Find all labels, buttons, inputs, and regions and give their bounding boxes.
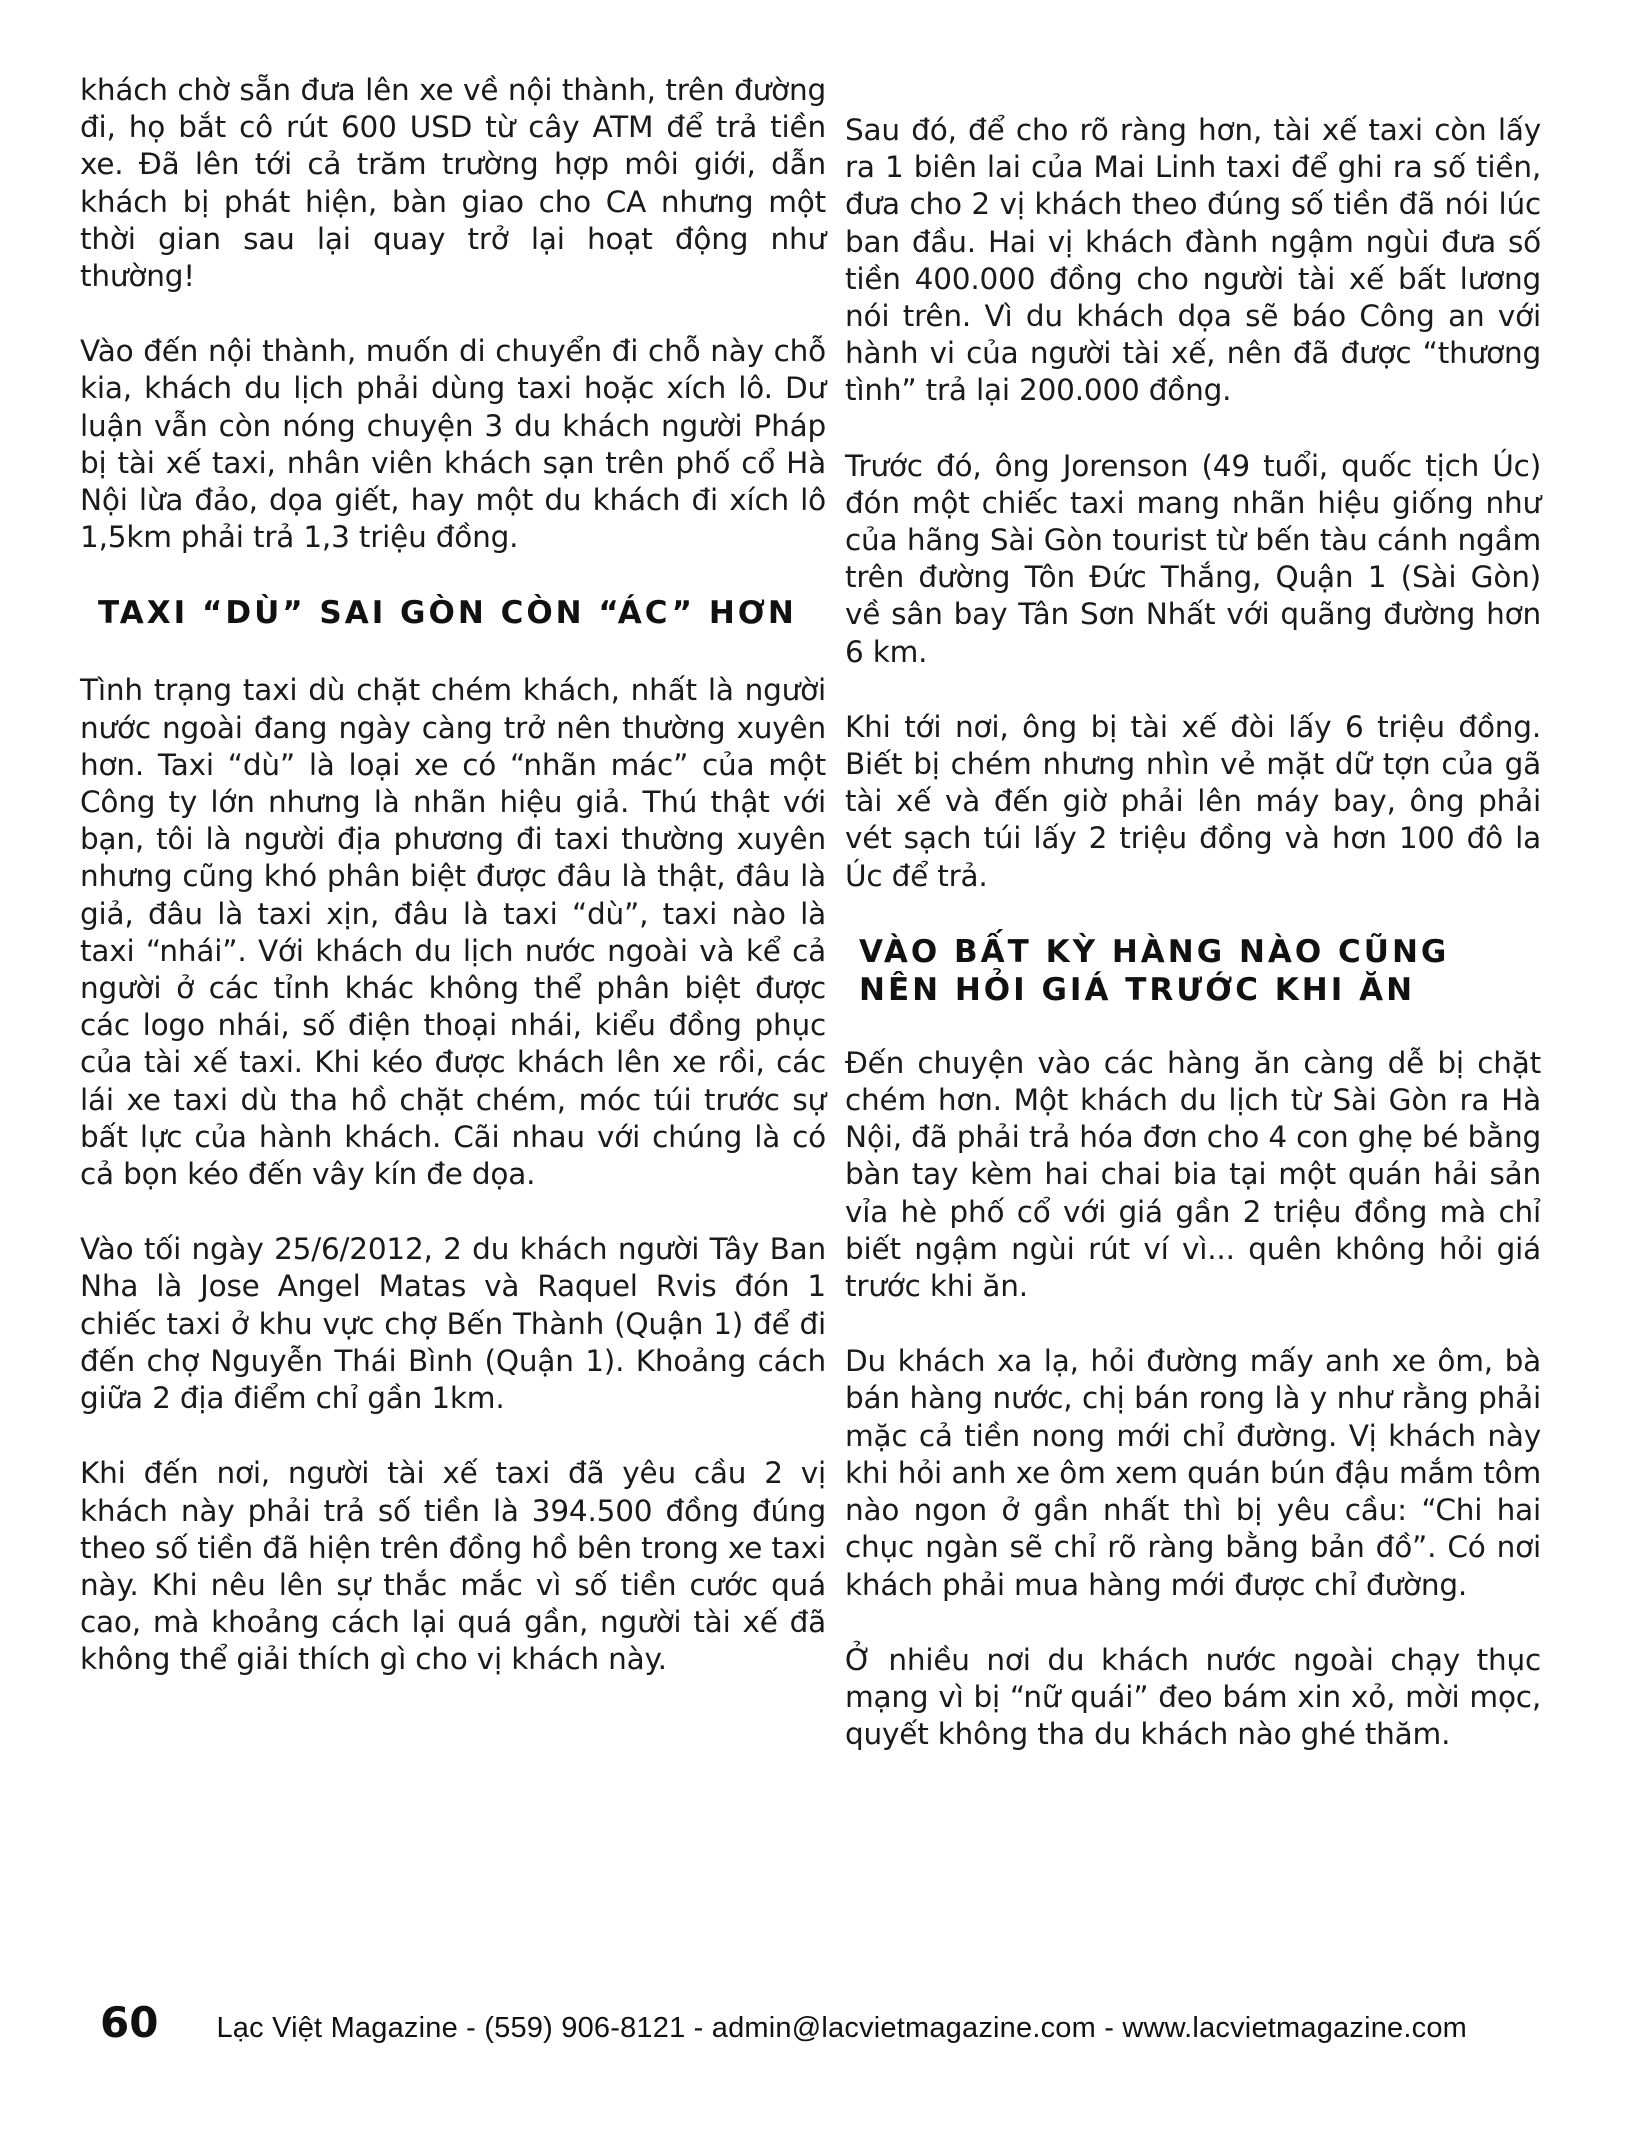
page-footer — [100, 1998, 1580, 2058]
article-paragraph: Đến chuyện vào các hàng ăn càng dễ bị chặt chém hơn. Một khách du lịch từ Sài Gòn ra Hà Nội, đã phải trả hóa đơn cho 4 con ghẹ bé bằng bàn tay kèm hai chai bia tại một quán hải sản vỉa hè phố cổ với giá gần 2 triệu đồng mà chỉ biết ngậm ngùi rút ví vì... quên không hỏi giá trước khi ăn. — [845, 1045, 1541, 1304]
article-paragraph: Khi tới nơi, ông bị tài xế đòi lấy 6 triệu đồng. Biết bị chém nhưng nhìn vẻ mặt dữ tợn của gã tài xế và đến giờ phải lên máy bay, ông phải vét sạch túi lấy 2 triệu đồng và hơn 100 đô la Úc để trả. — [845, 709, 1541, 893]
article-paragraph: Vào đến nội thành, muốn di chuyển đi chỗ này chỗ kia, khách du lịch phải dùng taxi hoặc xích lô. Dư luận vẫn còn nóng chuyện 3 du khách người Pháp bị tài xế taxi, nhân viên khách sạn trên phố cổ Hà Nội lừa đảo, dọa giết, hay một du khách đi xích lô 1,5km phải trả 1,3 triệu đồng. — [80, 334, 826, 555]
article-paragraph: Du khách xa lạ, hỏi đường mấy anh xe ôm, bà bán hàng nước, chị bán rong là y như rằng phải mặc cả tiền nong mới chỉ đường. Vị khách này khi hỏi anh xe ôm xem quán bún đậu mắm tôm nào ngon ở gần nhất thì bị yêu cầu: “Chi hai chục ngàn sẽ chỉ rõ ràng bằng bản đồ”. Có nơi khách phải mua hàng mới được chỉ đường. — [845, 1344, 1541, 1602]
article-paragraph: khách chờ sẵn đưa lên xe về nội thành, trên đường đi, họ bắt cô rút 600 USD từ cây ATM để trả tiền xe. Đã lên tới cả trăm trường hợp môi giới, dẫn khách bị phát hiện, bàn giao cho CA nhưng một thời gian sau lại quay trở lại hoạt động như thường! — [80, 73, 826, 294]
page-number: 60 — [100, 1998, 159, 2047]
article-paragraph: Vào tối ngày 25/6/2012, 2 du khách người Tây Ban Nha là Jose Angel Matas và Raquel Rvis đón 1 chiếc taxi ở khu vực chợ Bến Thành (Quận 1) để đi đến chợ Nguyễn Thái Bình (Quận 1). Khoảng cách giữa 2 địa điểm chỉ gần 1km. — [80, 1232, 826, 1416]
footer-contact-line: Lạc Việt Magazine - (559) 906-8121 - admin@lacvietmagazine.com - www.lacvietmagazine.com — [216, 2012, 1468, 2044]
article-paragraph: Ở nhiều nơi du khách nước ngoài chạy thục mạng vì bị “nữ quái” đeo bám xin xỏ, mời mọc, quyết không tha du khách nào ghé thăm. — [845, 1642, 1541, 1752]
article-paragraph: Khi đến nơi, người tài xế taxi đã yêu cầu 2 vị khách này phải trả số tiền là 394.500 đồng đúng theo số tiền đã hiện trên đồng hồ bên trong xe taxi này. Khi nêu lên sự thắc mắc vì số tiền cước quá cao, mà khoảng cách lại quá gần, người tài xế đã không thể giải thích gì cho vị khách này. — [80, 1456, 826, 1677]
article-paragraph: Tình trạng taxi dù chặt chém khách, nhất là người nước ngoài đang ngày càng trở nên thường xuyên hơn. Taxi “dù” là loại xe có “nhãn mác” của một Công ty lớn nhưng là nhãn hiệu giả. Thú thật với bạn, tôi là người địa phương đi taxi thường xuyên nhưng cũng khó phân biệt được đâu là thật, đâu là giả, đâu là taxi xịn, đâu là taxi “dù”, taxi nào là taxi “nhái”. Với khách du lịch nước ngoài và kể cả người ở các tỉnh khác không thể phân biệt được các logo nhái, số điện thoại nhái, kiểu đồng phục của tài xế taxi. Khi kéo được khách lên xe rồi, các lái xe taxi dù tha hồ chặt chém, móc túi trước sự bất lực của hành khách. Cãi nhau với chúng là có cả bọn kéo đến vây kín đe dọa. — [80, 673, 826, 1192]
article-paragraph: Sau đó, để cho rõ ràng hơn, tài xế taxi còn lấy ra 1 biên lai của Mai Linh taxi để ghi ra số tiền, đưa cho 2 vị khách theo đúng số tiền đã nói lúc ban đầu. Hai vị khách đành ngậm ngùi đưa số tiền 400.000 đồng cho người tài xế bất lương nói trên. Vì du khách dọa sẽ báo Công an với hành vi của người tài xế, nên đã được “thương tình” trả lại 200.000 đồng. — [845, 113, 1541, 408]
right-column — [845, 112, 1541, 1791]
article-paragraph: Trước đó, ông Jorenson (49 tuổi, quốc tịch Úc) đón một chiếc taxi mang nhãn hiệu giống như của hãng Sài Gòn tourist từ bến tàu cánh ngầm trên đường Tôn Đức Thắng, Quận 1 (Sài Gòn) về sân bay Tân Sơn Nhất với quãng đường hơn 6 km. — [845, 448, 1541, 669]
left-column — [80, 72, 826, 1717]
section-heading: VÀO BẤT KỲ HÀNG NÀO CŨNG NÊN HỎI GIÁ TRƯỚC KHI ĂN — [859, 933, 1450, 1008]
section-heading: TAXI “DÙ” SAI GÒN CÒN “ÁC” HƠN — [98, 595, 797, 632]
